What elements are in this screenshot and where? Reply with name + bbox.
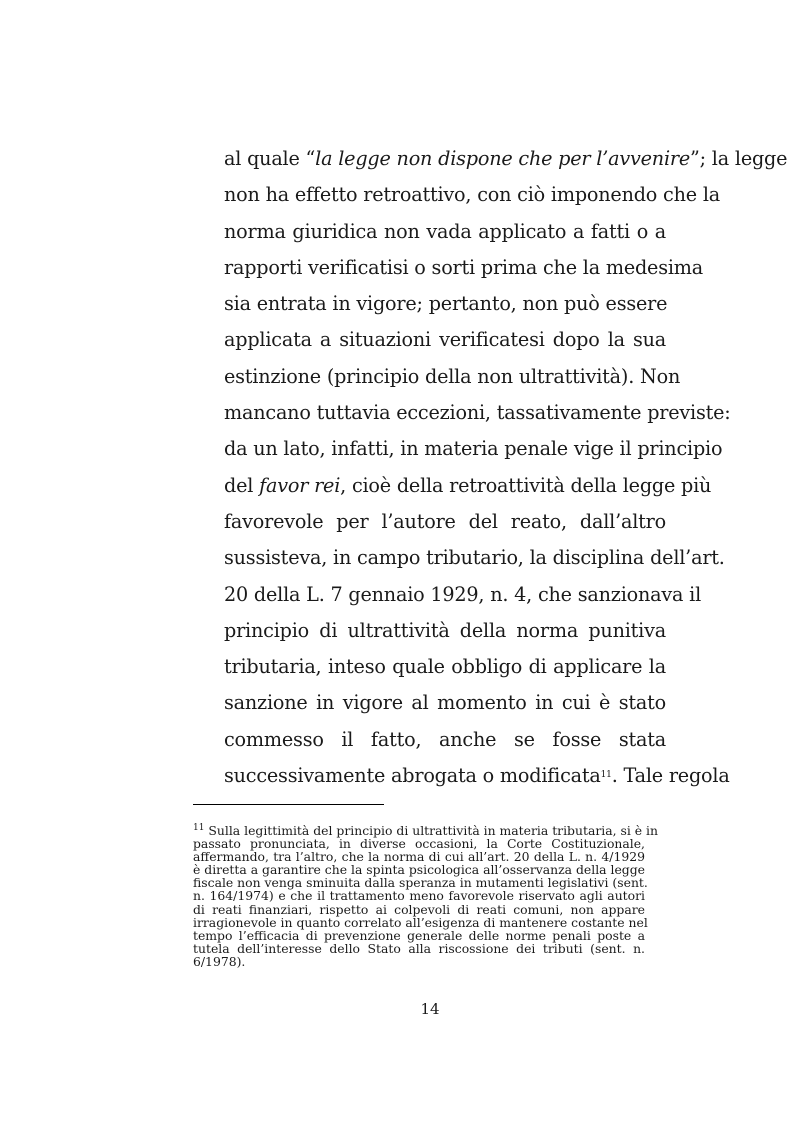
footnote-line: 6/1978).	[193, 953, 246, 969]
body-line: al quale “la legge non dispone che per l’avvenire”; la legge	[224, 147, 788, 170]
body-line: del favor rei, cioè della retroattività della legge più	[224, 473, 712, 497]
page-number: 14	[420, 1000, 440, 1018]
body-line: rapporti verificatisi o sorti prima che la medesima	[224, 255, 704, 279]
footnote-line: affermando, tra l’altro, che la norma di cui all’art. 20 della L. n. 4/1929	[193, 849, 645, 865]
footnote-line: irragionevole in quanto correlato all’esigenza di mantenere costante nel	[193, 914, 648, 930]
body-line: favorevole per l’autore del reato, dall’altro	[224, 509, 666, 533]
footnote-line: tutela dell’interesse dello Stato alla riscossione dei tributi (sent. n.	[193, 940, 645, 956]
footnote-separator	[193, 804, 384, 805]
body-line: sanzione in vigore al momento in cui è stato	[224, 691, 666, 715]
body-line: da un lato, infatti, in materia penale vige il principio	[224, 437, 723, 461]
footnote-line: n. 164/1974) e che il trattamento meno favorevole riservato agli autori	[193, 888, 645, 904]
footnote-line: passato pronunciata, in diverse occasioni, la Corte Costituzionale,	[193, 836, 645, 852]
body-line: applicata a situazioni verificatesi dopo la sua	[224, 328, 666, 352]
quoted-text: la legge non dispone che per l’avvenire	[315, 147, 691, 170]
footnote	[193, 823, 658, 969]
body-line: 20 della L. 7 gennaio 1929, n. 4, che sanzionava il	[224, 582, 702, 606]
body-line: sia entrata in vigore; pertanto, non può essere	[224, 292, 668, 316]
body-line: successivamente abrogata o modificata$^{11}$. Tale regola	[224, 764, 730, 788]
footnote-line: fiscale non venga sminuita dalla speranza in mutamenti legislativi (sent.	[193, 875, 648, 891]
body-line: non ha effetto retroattivo, con ciò imponendo che la	[224, 183, 720, 207]
footnote-line: è diretta a garantire che la spinta psicologica all’osservanza della legge	[193, 862, 645, 878]
body-line: sussisteva, in campo tributario, la disciplina dell’art.	[224, 546, 725, 570]
body-line: mancano tuttavia eccezioni, tassativamente previste:	[224, 401, 731, 425]
body-line: estinzione (principio della non ultrattività). Non	[224, 364, 681, 388]
footnote-line: $^{11}$ Sulla legittimità del principio di ultrattività in materia tributaria, si è in	[193, 823, 658, 838]
latin-term: favor rei	[259, 473, 341, 497]
footnote-line: tempo l’efficacia di prevenzione generale delle norme penali poste a	[193, 927, 645, 943]
footnote-marker: 11	[193, 823, 205, 834]
footnote-reference[interactable]: 11	[600, 770, 612, 781]
body-line: commesso il fatto, anche se fosse stata	[224, 727, 666, 751]
body-line: norma giuridica non vada applicato a fatti o a	[224, 219, 666, 243]
footnote-line: di reati finanziari, rispetto ai colpevoli di reati comuni, non appare	[193, 901, 645, 917]
body-text	[224, 141, 788, 794]
body-line: principio di ultrattività della norma punitiva	[224, 618, 666, 642]
body-line: tributaria, inteso quale obbligo di applicare la	[224, 655, 666, 679]
